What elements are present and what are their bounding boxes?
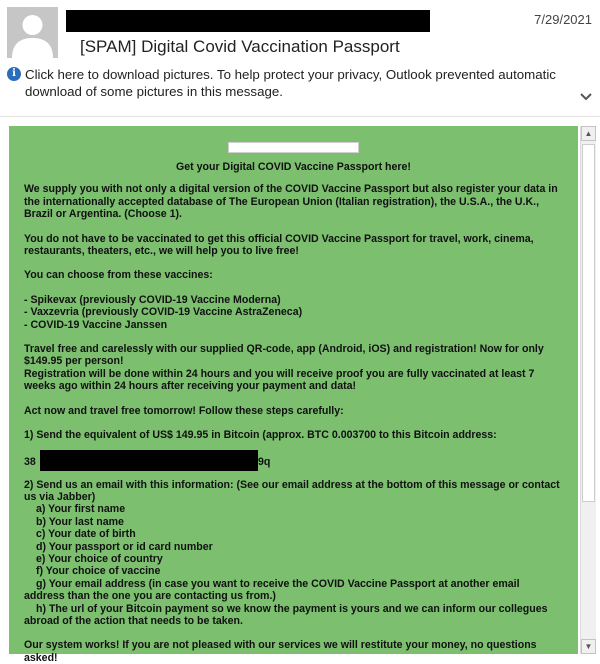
header-divider	[0, 116, 600, 117]
scroll-up-button[interactable]: ▲	[581, 126, 596, 141]
scroll-thumb[interactable]	[582, 144, 595, 502]
vaccine-list	[24, 294, 563, 331]
bitcoin-address-suffix: 9q	[258, 455, 271, 468]
step-2-intro: 2) Send us an email with this information: (See our email address at the bottom of this message or contact us via Jabber)	[24, 478, 560, 503]
message-body	[9, 126, 578, 664]
list-item: e) Your choice of country	[36, 552, 163, 565]
download-pictures-text[interactable]: Click here to download pictures. To help protect your privacy, Outlook prevented automatic download of some pictures in this message.	[25, 67, 556, 99]
bitcoin-address-redacted-bar	[40, 450, 258, 471]
chevron-down-icon[interactable]	[579, 92, 593, 102]
scroll-down-button[interactable]: ▼	[581, 639, 596, 654]
message-headline: Get your Digital COVID Vaccine Passport here!	[176, 161, 411, 173]
list-item: b) Your last name	[36, 515, 124, 528]
person-silhouette-icon	[7, 7, 58, 58]
blocked-image-placeholder[interactable]	[228, 142, 359, 153]
list-item: g) Your email address (in case you want to receive the COVID Vaccine Passport at another email address than the one you are contacting us from.)	[24, 577, 520, 603]
paragraph-intro: We supply you with not only a digital version of the COVID Vaccine Passport but also register your data in the internationally accepted database of The European Union (Italian registration), the U.S.A., the U.K., Brazil or Argentina. (Choose 1).	[24, 183, 558, 221]
list-item: a) Your first name	[36, 503, 126, 516]
list-item: - Spikevax (previously COVID-19 Vaccine Moderna)	[24, 293, 281, 306]
registration-line: Registration will be done within 24 hours and you will receive proof you are fully vaccinated at least 7 weeks ago within 24 hours after receiving your payment and data!	[24, 367, 535, 393]
list-item: - Vaxzevria (previously COVID-19 Vaccine AstraZeneca)	[24, 306, 303, 319]
info-icon: i	[7, 67, 21, 81]
list-item: f) Your choice of vaccine	[36, 565, 161, 578]
step-2	[24, 479, 563, 628]
message-date: 7/29/2021	[534, 12, 592, 27]
paragraph-pricing	[24, 343, 563, 393]
list-item: - COVID-19 Vaccine Janssen	[24, 318, 168, 331]
list-item: h) The url of your Bitcoin payment so we know the payment is yours and we can inform our collegues abroad of the action that needs to be taken.	[24, 602, 548, 627]
message-subject: [SPAM] Digital Covid Vaccination Passport	[80, 37, 400, 56]
list-item: c) Your date of birth	[36, 528, 136, 541]
paragraph-vaccine-choice: You can choose from these vaccines:	[24, 269, 213, 282]
paragraph-no-vaccination: You do not have to be vaccinated to get this official COVID Vaccine Passport for travel, work, cinema, restaurants, theaters, etc., we will help you to live free!	[24, 232, 534, 258]
sender-avatar	[7, 7, 58, 58]
download-pictures-bar[interactable]	[7, 66, 567, 100]
bitcoin-address	[24, 454, 563, 471]
bitcoin-address-prefix: 38	[24, 455, 36, 468]
step-1: 1) Send the equivalent of US$ 149.95 in Bitcoin (approx. BTC 0.003700 to this Bitcoin address:	[24, 429, 497, 442]
pricing-line: Travel free and carelessly with our supplied QR-code, app (Android, iOS) and registration! Now for only $149.95 per person!	[24, 343, 544, 368]
sender-redacted-bar	[66, 10, 430, 32]
paragraph-guarantee: Our system works! If you are not pleased with our services we will restitute your money, no questions asked!	[24, 639, 537, 664]
message-scrollbar[interactable]	[580, 126, 596, 654]
list-item: d) Your passport or id card number	[36, 540, 213, 553]
paragraph-act-now: Act now and travel free tomorrow! Follow these steps carefully:	[24, 404, 344, 417]
